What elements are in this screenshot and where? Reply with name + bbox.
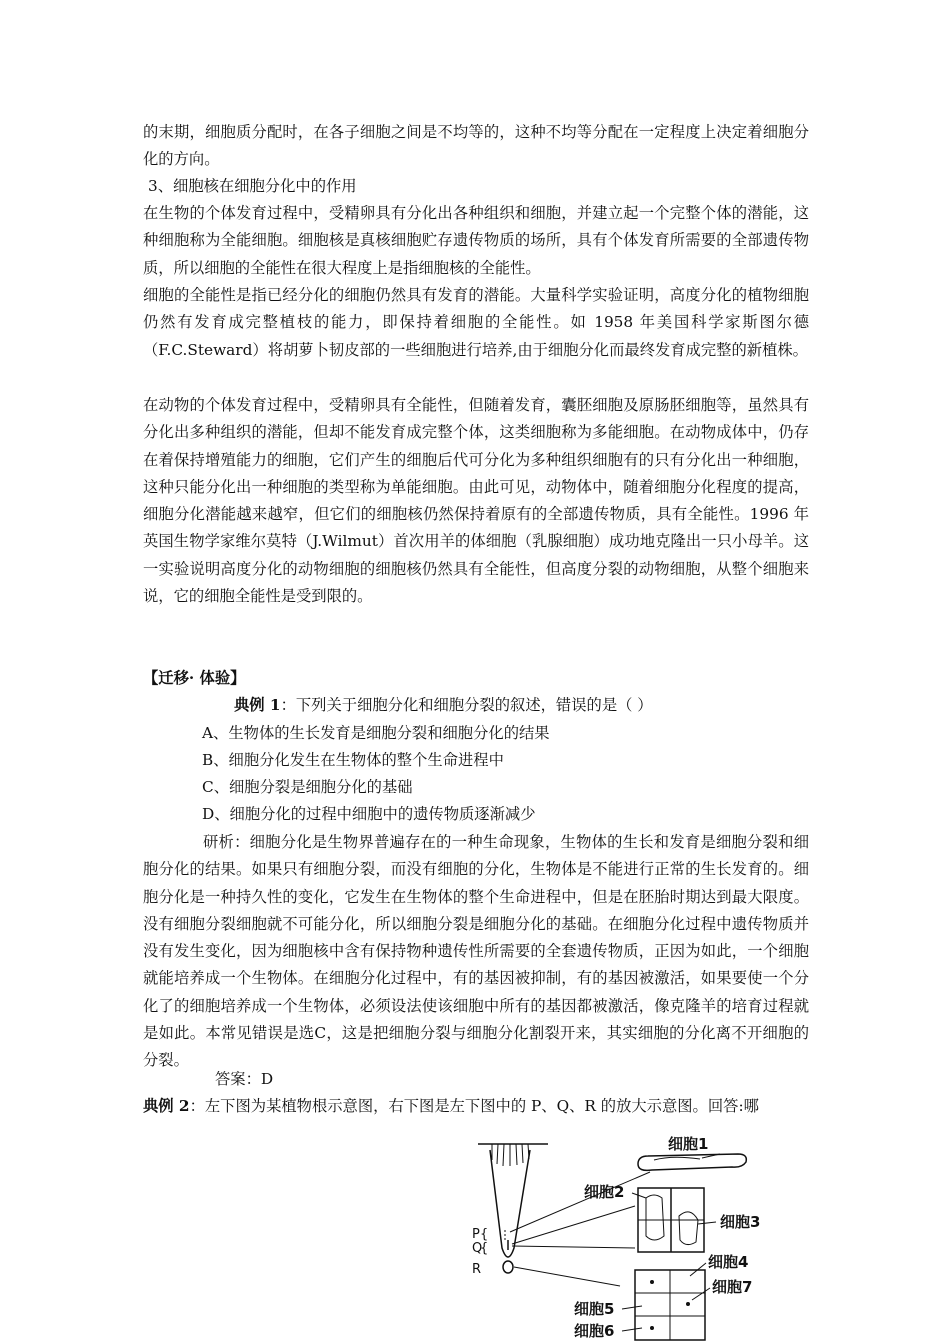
example1-option-c: C、细胞分裂是细胞分化的基础 (202, 778, 413, 796)
paragraph-cell-division-end: 的末期，细胞质分配时，在各子细胞之间是不均等的，这种不均等分配在一定程度上决定着细胞分化的方向。 (143, 123, 809, 169)
section-title-transfer-experience: 【迁移· 体验】 (143, 669, 246, 687)
pointer-r (514, 1267, 620, 1286)
label-r: R (472, 1262, 482, 1277)
example1-option-b: B、细胞分化发生在生物体的整个生命进程中 (202, 751, 504, 769)
pointer-q1 (512, 1206, 635, 1244)
vacuole-2 (646, 1195, 664, 1240)
example1-label: 典例 1 (234, 696, 281, 714)
root-hairs (492, 1144, 529, 1166)
label-cell2: 细胞2 (584, 1183, 625, 1201)
paragraph-totipotent-cell: 在生物的个体发育过程中，受精卵具有分化出各种组织和细胞，并建立起一个完整个体的潜能，这种细胞称为全能细胞。细胞核是真核细胞贮存遗传物质的场所，具有个体发育所需要的全部遗传物质，所以细胞的全能性在很大程度上是指细胞核的全能性。 (143, 204, 809, 277)
root-outline (490, 1150, 530, 1257)
label-cell5: 细胞5 (574, 1300, 615, 1318)
root-hair-cell-nucleus (654, 1157, 700, 1160)
label-q: Q (472, 1241, 483, 1256)
brace-p: { (480, 1227, 489, 1242)
example2-question (143, 1093, 759, 1120)
example1-analysis: 研析：细胞分化是生物界普遍存在的一种生命现象，生物体的生长和发育是细胞分裂和细胞分化的结果。如果只有细胞分裂，而没有细胞的分化，生物体是不能进行正常的生长发育的。细胞分化是一种持久性的变化，它发生在生物体的整个生命进程中，但是在胚胎时期达到最大限度。没有细胞分裂细胞就不可能分化，所以细胞分裂是细胞分化的基础。在细胞分化过程中遗传物质并没有发生变化，因为细胞核中含有保持物种遗传性所需要的全套遗传物质，正因为如此，一个细胞就能培养成一个生物体。在细胞分化过程中，有的基因被抑制，有的基因被激活，如果要使一个分化了的细胞培养成一个生物体，必须设法使该细胞中所有的基因都被激活，像克隆羊的培育过程就是如此。本常见错误是选C，这是把细胞分裂与细胞分化割裂开来，其实细胞的分化离不开细胞的分裂。 (143, 833, 809, 1070)
label-cell7: 细胞7 (712, 1278, 753, 1296)
paragraph-animal-totipotency: 在动物的个体发育过程中，受精卵具有全能性，但随着发育，囊胚细胞及原肠胚细胞等，虽然具有分化出多种组织的潜能，但却不能发育成完整个体，这类细胞称为多能细胞。在动物成体中，仍存在着保持增殖能力的细胞，它们产生的细胞后代可分化为多种组织细胞有的只有分化出一种细胞，这种只能分化出一种细胞的类型称为单能细胞。由此可见，动物体中，随着细胞分化程度的提高，细胞分化潜能越来越窄，但它们的细胞核仍然保持着原有的全部遗传物质，具有全能性。1996 年英国生物学家维尔莫特（J.Wilmut）首次用羊的体细胞（乳腺细胞）成功地克隆出一只小母羊。这一实验说明高度分化的动物细胞的细胞核仍然具有全能性，但高度分裂的动物细胞，从整个细胞来说，它的细胞全能性是受到限的。 (143, 396, 809, 606)
paragraph-plant-totipotency: 细胞的全能性是指已经分化的细胞仍然具有发育的潜能。大量科学实验证明，高度分化的植物细胞仍然有发育成完整植枝的能力，即保持着细胞的全能性。如 1958 年美国科学家斯图尔德（F.C.Steward）将胡萝卜韧皮部的一些细胞进行培养,由于细胞分化而最终发育成完整的新植株。 (143, 286, 809, 359)
label-p: P (472, 1227, 480, 1242)
root-diagram (470, 1136, 800, 1344)
section-heading-nucleus-role: 3、细胞核在细胞分化中的作用 (148, 177, 357, 195)
example1-option-d: D、细胞分化的过程中细胞中的遗传物质逐渐减少 (202, 805, 536, 823)
label-cell6: 细胞6 (574, 1322, 615, 1340)
example1-answer: 答案：D (215, 1070, 274, 1088)
brace-q: { (480, 1241, 489, 1256)
label-cell3: 细胞3 (720, 1213, 761, 1231)
example2-question-text: ：左下图为某植物根示意图，右下图是左下图中的 P、Q、R 的放大示意图。回答:哪 (189, 1097, 759, 1115)
example1-question-text: ：下列关于细胞分化和细胞分裂的叙述，错误的是（ ） (280, 696, 653, 714)
example1-question (234, 692, 653, 719)
label-cell4: 细胞4 (708, 1253, 749, 1271)
example1-option-a: A、生物体的生长发育是细胞分裂和细胞分化的结果 (202, 724, 550, 742)
pointer-q2 (512, 1246, 635, 1248)
label-cell1: 细胞1 (668, 1136, 709, 1153)
example2-label: 典例 2 (143, 1097, 190, 1115)
root-cap (503, 1261, 513, 1273)
root-hair-cell (638, 1154, 746, 1170)
vacuole-3 (679, 1212, 698, 1245)
